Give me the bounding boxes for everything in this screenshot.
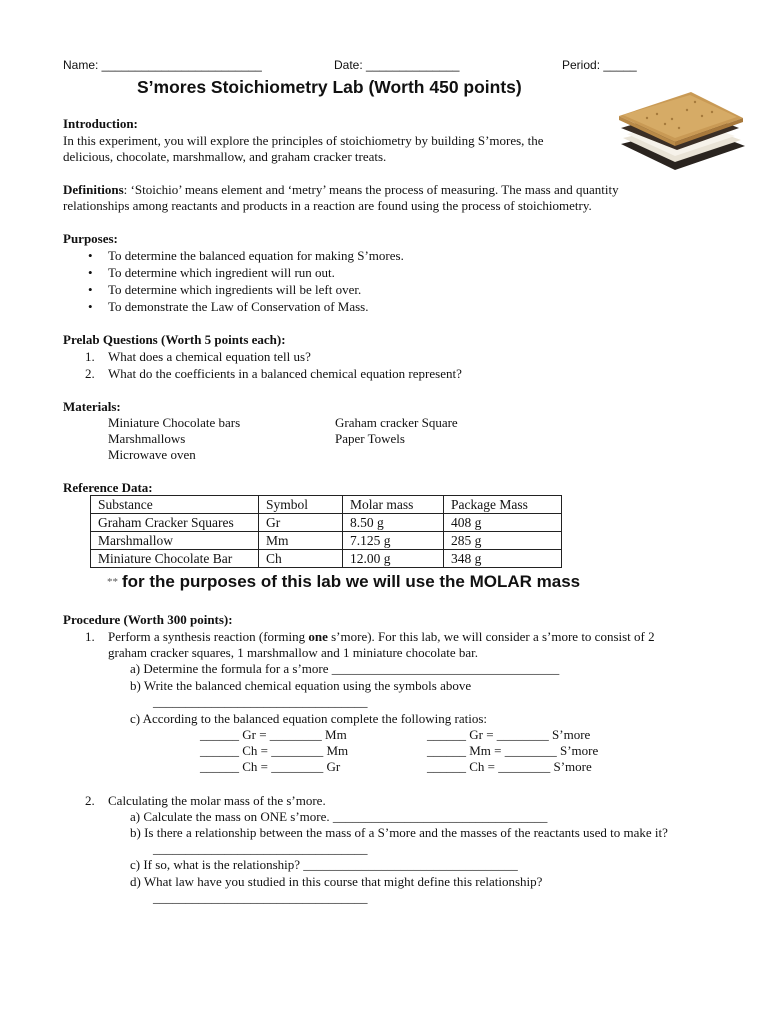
table-header: Symbol (259, 496, 343, 514)
purposes-heading: Purposes: (63, 231, 118, 246)
table-cell: Graham Cracker Squares (91, 514, 259, 532)
procedure-heading: Procedure (Worth 300 points): (63, 612, 233, 627)
table-cell: 8.50 g (343, 514, 444, 532)
prelab-num: 2. (85, 366, 95, 381)
table-cell: 408 g (444, 514, 562, 532)
note-text: for the purposes of this lab we will use the MOLAR mass (122, 572, 581, 591)
table-cell: Miniature Chocolate Bar (91, 550, 259, 568)
definitions-line (63, 182, 619, 199)
table-cell: 285 g (444, 532, 562, 550)
substep: c) According to the balanced equation complete the following ratios: (130, 711, 488, 726)
material-item: Paper Towels (335, 431, 405, 446)
table-cell: 348 g (444, 550, 562, 568)
date-field: Date: ______________ (334, 58, 460, 72)
material-item: Marshmallows (108, 431, 186, 446)
intro-line: delicious, chocolate, marshmallow, and graham cracker treats. (63, 149, 387, 164)
substep: c) If so, what is the relationship? _________________________________ (130, 857, 518, 872)
table-cell: Marshmallow (91, 532, 259, 550)
material-item: Miniature Chocolate bars (108, 415, 241, 430)
molar-mass-note (107, 572, 580, 592)
step-text (108, 629, 655, 646)
purpose-item: • To determine which ingredient will run out. (108, 265, 335, 282)
table-header: Package Mass (444, 496, 562, 514)
table-cell: 12.00 g (343, 550, 444, 568)
purpose-item: • To demonstrate the Law of Conservation of Mass. (108, 299, 368, 316)
ratio-item: ______ Ch = ________ S’more (427, 759, 592, 774)
answer-blank: _________________________________ (153, 694, 368, 709)
ratio-item: ______ Gr = ________ S’more (427, 727, 591, 742)
substep: a) Determine the formula for a s’more ___________________________________ (130, 661, 560, 676)
step-text: graham cracker squares, 1 marshmallow and 1 miniature chocolate bar. (108, 645, 478, 660)
reference-table (90, 495, 562, 568)
ratio-item: ______ Gr = ________ Mm (200, 727, 347, 742)
purpose-item: • To determine the balanced equation for making S’mores. (108, 248, 404, 265)
table-row (91, 514, 562, 532)
page-title: S’mores Stoichiometry Lab (Worth 450 points) (137, 77, 522, 97)
answer-blank: _________________________________ (153, 890, 368, 905)
material-item: Microwave oven (108, 447, 196, 462)
definitions-line: relationships among reactants and products in a reaction are found using the process of stoichiometry. (63, 198, 592, 213)
materials-heading: Materials: (63, 399, 121, 414)
prelab-question: What does a chemical equation tell us? (108, 349, 311, 364)
ratio-item: ______ Ch = ________ Mm (200, 743, 349, 758)
substep: d) What law have you studied in this course that might define this relationship? (130, 874, 543, 889)
purpose-item: • To determine which ingredients will be left over. (108, 282, 361, 299)
material-item: Graham cracker Square (335, 415, 458, 430)
table-header-row (91, 496, 562, 514)
substep: a) Calculate the mass on ONE s’more. _________________________________ (130, 809, 548, 824)
prelab-question: What do the coefficients in a balanced chemical equation represent? (108, 366, 462, 381)
note-stars: ** (107, 576, 118, 588)
table-cell: Gr (259, 514, 343, 532)
step-text-part: Perform a synthesis reaction (forming (108, 629, 309, 644)
table-cell: 7.125 g (343, 532, 444, 550)
answer-blank: _________________________________ (153, 841, 368, 856)
step-text-part: s’more). For this lab, we will consider a s’more to consist of 2 (327, 629, 655, 644)
table-row (91, 550, 562, 568)
period-field: Period: _____ (562, 58, 637, 72)
step-num: 2. (85, 793, 95, 808)
step-num: 1. (85, 629, 95, 644)
smore-image (617, 86, 749, 174)
substep: b) Is there a relationship between the mass of a S’more and the masses of the reactants used to make it? (130, 825, 668, 840)
definitions-text: : ‘Stoichio’ means element and ‘metry’ means the process of measuring. The mass and quantity (123, 182, 619, 197)
step-text: Calculating the molar mass of the s’more. (108, 793, 326, 808)
reference-heading: Reference Data: (63, 480, 153, 495)
table-row (91, 532, 562, 550)
substep: b) Write the balanced chemical equation using the symbols above (130, 678, 472, 693)
name-field: Name: ________________________ (63, 58, 262, 72)
definitions-label: Definitions (63, 182, 124, 197)
intro-heading: Introduction: (63, 116, 138, 131)
step-text-bold: one (308, 629, 328, 644)
table-cell: Mm (259, 532, 343, 550)
table-header: Molar mass (343, 496, 444, 514)
intro-line: In this experiment, you will explore the principles of stoichiometry by building S’mores, the (63, 133, 544, 148)
prelab-num: 1. (85, 349, 95, 364)
ratio-item: ______ Ch = ________ Gr (200, 759, 341, 774)
prelab-heading: Prelab Questions (Worth 5 points each): (63, 332, 286, 347)
ratio-item: ______ Mm = ________ S’more (427, 743, 599, 758)
table-cell: Ch (259, 550, 343, 568)
table-header: Substance (91, 496, 259, 514)
